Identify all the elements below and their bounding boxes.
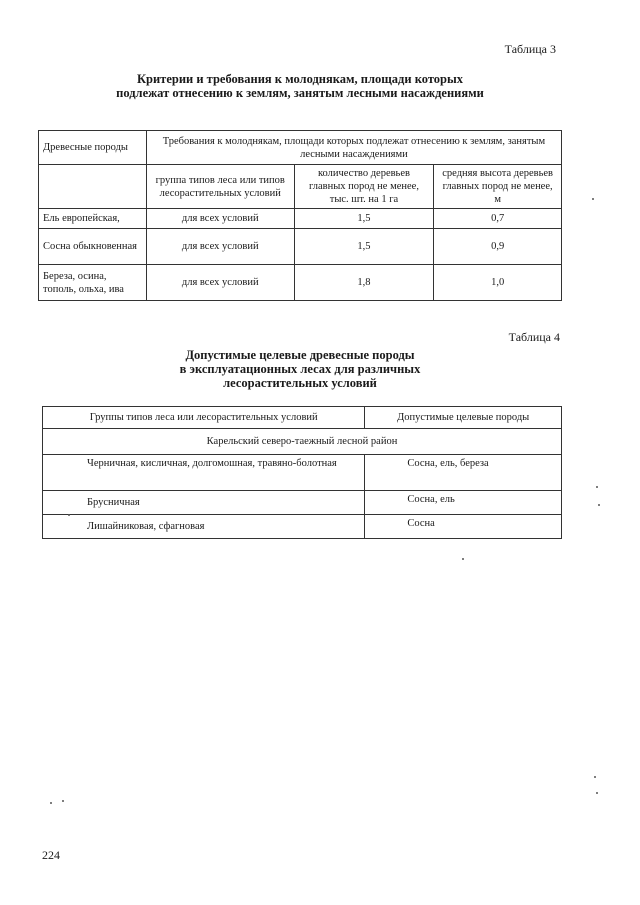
scan-speck xyxy=(592,198,594,200)
table4-title-line2: в эксплуатационных лесах для различных xyxy=(179,362,421,376)
table3-cell-group: для всех условий xyxy=(146,229,294,265)
table4-header-species: Допустимые целевые породы xyxy=(365,407,562,429)
table3-header-empty xyxy=(39,165,147,209)
table4-cell-group: Брусничная xyxy=(43,491,365,515)
scan-speck xyxy=(462,558,464,560)
table4-cell-group: Черничная, кисличная, долгомошная, травяно-болотная xyxy=(43,455,365,491)
table-row xyxy=(43,491,562,515)
scan-speck xyxy=(596,486,598,488)
scan-speck xyxy=(596,792,598,794)
table3-cell-count: 1,5 xyxy=(294,229,434,265)
table3-header-forest-group: группа типов леса или типов лесорастительных условий xyxy=(146,165,294,209)
table3-cell-group: для всех условий xyxy=(146,265,294,301)
scan-speck xyxy=(598,504,600,506)
table3-cell-count: 1,8 xyxy=(294,265,434,301)
table4-title-line3: лесорастительных условий xyxy=(223,376,377,390)
scan-speck xyxy=(68,514,70,516)
table-row xyxy=(43,515,562,539)
table3-cell-species: Береза, осина, тополь, ольха, ива xyxy=(39,265,147,301)
table4-cell-group: Лишайниковая, сфагновая xyxy=(43,515,365,539)
table3-title-line1: Критерии и требования к молоднякам, площади которых xyxy=(136,72,464,86)
table3-header-avg-height: средняя высота деревьев главных пород не менее, м xyxy=(434,165,562,209)
table-row xyxy=(39,209,562,229)
table3-title xyxy=(70,72,530,100)
table4-title-line1: Допустимые целевые древесные породы xyxy=(185,348,415,362)
table-row xyxy=(39,265,562,301)
table3-header-species: Древесные породы xyxy=(39,131,147,165)
table3-cell-height: 0,7 xyxy=(434,209,562,229)
table-row xyxy=(43,455,562,491)
scan-speck xyxy=(50,802,52,804)
table4-region: Карельский северо-таежный лесной район xyxy=(43,429,562,455)
table3-cell-count: 1,5 xyxy=(294,209,434,229)
table4-cell-species: Сосна, ель, береза xyxy=(365,455,562,491)
table4-title xyxy=(110,348,490,390)
table3-header-tree-count: количество деревьев главных пород не менее, тыс. шт. на 1 га xyxy=(294,165,434,209)
table4-header-groups: Группы типов леса или лесорастительных условий xyxy=(43,407,365,429)
table4 xyxy=(42,406,562,539)
page-number: 224 xyxy=(42,848,60,862)
scan-speck xyxy=(594,776,596,778)
table3-cell-height: 1,0 xyxy=(434,265,562,301)
table3-label: Таблица 3 xyxy=(504,42,556,56)
table3-header-requirements: Требования к молоднякам, площади которых подлежат отнесению к землям, занятым лесными насаждениями xyxy=(146,131,561,165)
table3-cell-group: для всех условий xyxy=(146,209,294,229)
scan-speck xyxy=(62,800,64,802)
table4-cell-species: Сосна, ель xyxy=(365,491,562,515)
table4-cell-species: Сосна xyxy=(365,515,562,539)
table3 xyxy=(38,130,562,301)
table3-cell-species: Ель европейская, xyxy=(39,209,147,229)
table3-cell-height: 0,9 xyxy=(434,229,562,265)
table3-title-line2: подлежат отнесению к землям, занятым лесными насаждениями xyxy=(116,86,484,100)
table4-label: Таблица 4 xyxy=(508,330,560,344)
table3-cell-species: Сосна обыкновенная xyxy=(39,229,147,265)
table-row xyxy=(39,229,562,265)
